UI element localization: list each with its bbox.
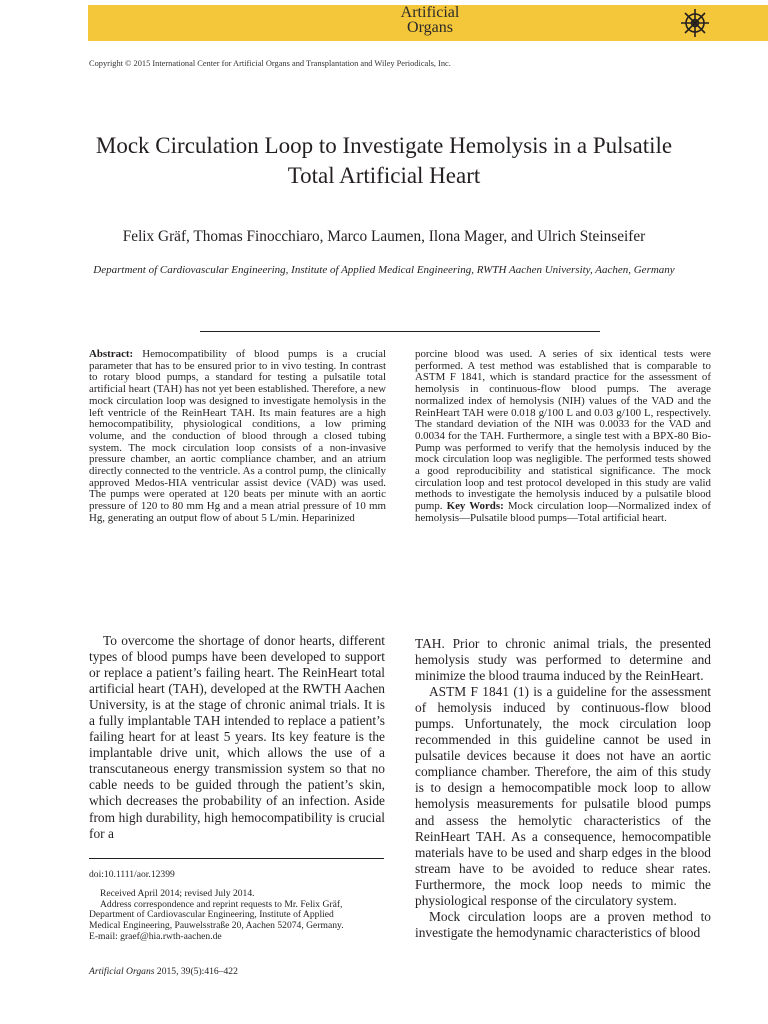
abstract-left bbox=[89, 349, 386, 525]
abstract-text-right: porcine blood was used. A series of six identical tests were performed. A test method was established that is comparable to ASTM F 1841, which is standard practice for the assessment of hemolysis in continuous-flow blood pumps. The average normalized index of hemolysis (NIH) values of the VAD and the ReinHeart TAH were 0.018 g/100 L and 0.03 g/100 L, respectively. The standard deviation of the NIH was 0.0033 for the VAD and 0.0034 for the TAH. Furthermore, a single test with a BPX-80 Bio-Pump was performed to verify that the hemolysis induced by the mock circulation loop was negligible. The performed tests showed a good reproducibility and statistical significance. The mock circulation loop and test protocol developed in this study are valid methods to investigate the hemolysis induced by a pulsatile blood pump. bbox=[415, 348, 711, 513]
citation bbox=[89, 966, 238, 977]
citation-journal: Artificial Organs bbox=[89, 966, 155, 977]
abstract-right bbox=[415, 349, 711, 525]
copyright-notice: Copyright © 2015 International Center for Artificial Organs and Transplantation and Wiley Periodicals, Inc. bbox=[89, 59, 451, 68]
abstract-text-left: Hemocompatibility of blood pumps is a crucial parameter that has to be ensured prior to in vivo testing. In contrast to rotary blood pumps, a standard for testing a pulsatile total artificial heart (TAH) has not yet been established. Therefore, a new mock circulation loop was designed to investigate hemolysis in the left ventricle of the ReinHeart TAH. Its main features are a high hemocompatibility, physiological conditions, a low priming volume, and the conduction of blood through a closed tubing system. The mock circulation loop consists of a non-invasive pressure chamber, an aortic compliance chamber, and an atrium directly connected to the ventricle. As a control pump, the clinically approved Medos-HIA ventricular assist device (VAD) was used. The pumps were operated at 120 beats per minute with an aortic pressure of 120 to 80 mm Hg and a mean atrial pressure of 10 mm Hg, generating an output flow of about 5 L/min. Heparinized bbox=[89, 348, 386, 524]
affiliation: Department of Cardiovascular Engineering, Institute of Applied Medical Engineering, RWTH Aachen University, Aachen, Germany bbox=[93, 264, 675, 276]
journal-name-line1: Artificial bbox=[400, 4, 460, 21]
body-paragraph: ASTM F 1841 (1) is a guideline for the assessment of hemolysis induced by continuous-flow blood pumps. Unfortunately, the mock circulation loop recommended in this guideline cannot be used in pulsatile devices because it does not have an aortic compliance chamber. Therefore, the aim of this study is to design a hemocompatible mock loop to allow hemolysis measurements for pulsatile blood pumps and assess the hemolytic characteristics of the ReinHeart TAH. As a consequence, hemocompatible materials have to be used and sharp edges in the blood stream have to be avoided to reduce shear rates. Furthermore, the mock loop needs to mimic the physiological response of the circulatory system. bbox=[415, 684, 711, 908]
correspondence-line: Department of Cardiovascular Engineering, Institute of Applied bbox=[89, 909, 334, 921]
journal-name-line2: Organs bbox=[407, 19, 453, 36]
author-list: Felix Gräf, Thomas Finocchiaro, Marco Laumen, Ilona Mager, and Ulrich Steinseifer bbox=[122, 228, 646, 245]
body-paragraph: TAH. Prior to chronic animal trials, the presented hemolysis study was performed to determine and minimize the blood trauma induced by the ReinHeart. bbox=[415, 636, 711, 684]
footnote-rule bbox=[89, 858, 384, 859]
footnote bbox=[89, 889, 389, 943]
correspondence-line: Medical Engineering, Pauwelsstraße 20, Aachen 52074, Germany. bbox=[89, 920, 344, 932]
ship-wheel-icon bbox=[678, 7, 712, 39]
doi[interactable]: doi:10.1111/aor.12399 bbox=[89, 869, 175, 880]
abstract-label: Abstract: bbox=[89, 348, 134, 360]
abstract-rule bbox=[200, 331, 600, 332]
article-title: Mock Circulation Loop to Investigate Hemolysis in a Pulsatile Total Artificial Heart bbox=[95, 133, 673, 188]
email[interactable]: E-mail: graef@hia.rwth-aachen.de bbox=[89, 930, 222, 942]
citation-details: 2015, 39(5):416–422 bbox=[156, 966, 238, 977]
correspondence-line: Address correspondence and reprint requests to Mr. Felix Gräf, bbox=[100, 898, 343, 910]
body-paragraph: Mock circulation loops are a proven method to investigate the hemodynamic characteristics of blood bbox=[415, 908, 711, 940]
received-dates: Received April 2014; revised July 2014. bbox=[100, 888, 255, 899]
keywords: Mock circulation loop—Normalized index of hemolysis—Pulsatile blood pumps—Total artificial heart. bbox=[415, 500, 711, 524]
keywords-label: Key Words: bbox=[446, 500, 504, 513]
body-paragraph: To overcome the shortage of donor hearts, different types of blood pumps have been developed to support or replace a patient’s failing heart. The ReinHeart total artificial heart (TAH), developed at the RWTH Aachen University, is at the stage of chronic animal trials. It is a fully implantable TAH intended to replace a patient’s failing heart for at least 5 years. Its key feature is the implantable drive unit, which allows the use of a transcutaneous energy transmission system so that no cable needs to be guided through the patient’s skin, which decreases the probability of an infection. Aside from high durability, high hemocompatibility is crucial for a bbox=[89, 633, 385, 841]
body-column-right bbox=[415, 636, 711, 941]
journal-name bbox=[380, 5, 480, 35]
body-column-left bbox=[89, 633, 385, 842]
